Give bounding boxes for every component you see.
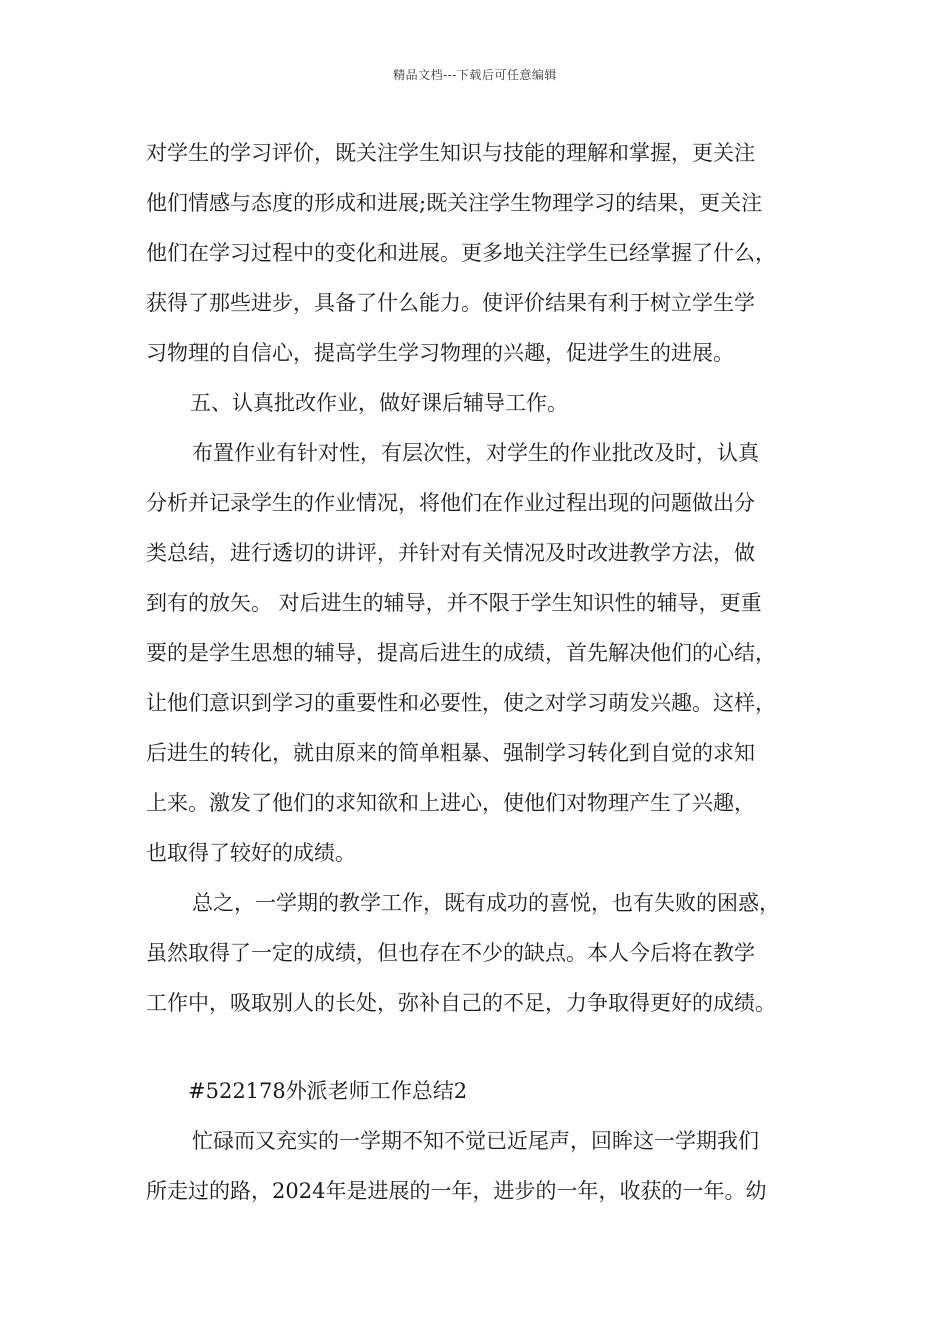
text-line: 上来。激发了他们的求知欲和上进心，使他们对物理产生了兴趣， (146, 791, 755, 815)
text-line: 类总结，进行透切的讲评，并针对有关情况及时改进教学方法，做 (146, 541, 755, 565)
paragraph-evaluation (146, 128, 826, 378)
paragraph-heading-five (146, 378, 826, 428)
text-line: 到有的放矢。 对后进生的辅导，并不限于学生知识性的辅导，更重 (146, 591, 762, 615)
text-line: 后进生的转化，就由原来的简单粗暴、强制学习转化到自觉的求知 (146, 741, 755, 765)
text-line: 虽然取得了一定的成绩，但也存在不少的缺点。本人今后将在教学 (146, 941, 755, 965)
text-line: 总之，一学期的教学工作，既有成功的喜悦，也有失败的困惑， (192, 891, 780, 915)
text-line: 习物理的自信心，提高学生学习物理的兴趣，促进学生的进展。 (146, 341, 734, 365)
text-line: 也取得了较好的成绩。 (146, 841, 356, 865)
text-line: 他们在学习过程中的变化和进展。更多地关注学生已经掌握了什么， (146, 241, 776, 265)
text-line: 工作中，吸取别人的长处，弥补自己的不足，力争取得更好的成绩。 (146, 991, 776, 1015)
text-line: 让他们意识到学习的重要性和必要性，使之对学习萌发兴趣。这样， (146, 691, 776, 715)
section-gap (146, 1028, 826, 1066)
text-line: 他们情感与态度的形成和进展;既关注学生物理学习的结果，更关注 (146, 191, 763, 215)
text-line: 分析并记录学生的作业情况，将他们在作业过程出现的问题做出分 (146, 491, 755, 515)
page-header: 精品文档---下载后可任意编辑 (393, 68, 557, 82)
text-line: 获得了那些进步，具备了什么能力。使评价结果有利于树立学生学 (146, 291, 755, 315)
text-line: 要的是学生思想的辅导，提高后进生的成绩，首先解决他们的心结， (146, 641, 776, 665)
text-line: 对学生的学习评价，既关注学生知识与技能的理解和掌握，更关注 (146, 141, 755, 165)
text-line: 五、认真批改作业，做好课后辅导工作。 (190, 391, 568, 415)
paragraph-summary (146, 878, 826, 1028)
section-heading: #522178外派老师工作总结2 (188, 1079, 468, 1103)
text-line: 忙碌而又充实的一学期不知不觉已近尾声，回眸这一学期我们 (192, 1129, 759, 1153)
paragraph-section2 (146, 1116, 826, 1216)
paragraph-homework (146, 428, 826, 878)
text-line: 所走过的路，2024年是进展的一年，进步的一年，收获的一年。幼 (146, 1179, 767, 1203)
document-body (146, 128, 826, 1216)
text-line: 布置作业有针对性，有层次性，对学生的作业批改及时，认真 (192, 441, 759, 465)
